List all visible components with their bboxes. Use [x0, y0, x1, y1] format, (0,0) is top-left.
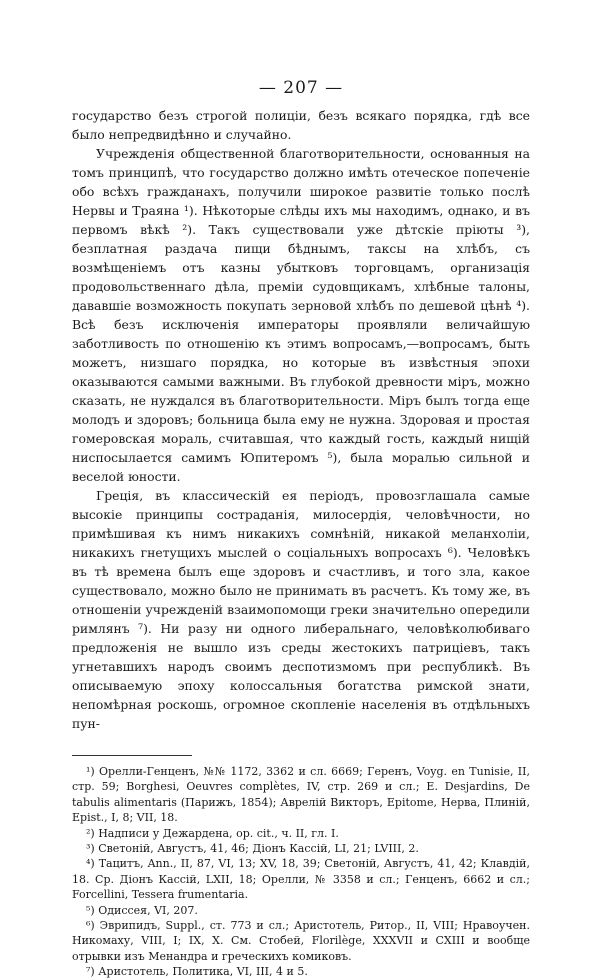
book-page — [72, 78, 530, 980]
footnote-6: ⁶) Эврипидъ, Suppl., ст. 773 и сл.; Аристотель, Ритор., II, VIII; Нравоучен. Никомаху, VIII, I; IX, X. См. Стобей, Florilège, XXXVII и CXIII и вообще отрывки изъ Менандра и греческихъ комиковъ. — [72, 919, 530, 963]
footnote-1: ¹) Орелли-Генценъ, №№ 1172, 3362 и сл. 6669; Геренъ, Voyg. en Tunisie, II, стр. 59; Borghesi, Oeuvres complètes, IV, стр. 269 и сл.; E. Desjardins, De tabulis alimentaris (Парижъ, 1854); Аврелій Викторъ, Epitome, Нерва, Плиній, Epist., I, 8; VII, 18. — [72, 765, 530, 825]
body-text — [72, 106, 530, 733]
paragraph-continuation: государство безъ строгой полиціи, безъ всякаго порядка, гдѣ все было непредвидѣнно и случайно. — [72, 108, 530, 142]
footnote-5: ⁵) Одиссея, VI, 207. — [86, 903, 198, 917]
paragraph-greece: Греція, въ классическій ея періодъ, провозглашала самые высокіе принципы состраданія, милосердія, человѣчности, но примѣшивая къ нимъ никакихъ сомнѣній, никакой меланхоліи, никакихъ гнетущихъ мыслей о соціальныхъ вопросахъ ⁶). Человѣкъ въ тѣ времена былъ еще здоровъ и счастливъ, и того зла, какое существовало, можно было не принимать въ расчетъ. Къ тому же, въ отношеніи учрежденій взаимопомощи греки значительно опередили римлянъ ⁷). Ни разу ни одного либеральнаго, человѣколюбиваго предложенія не вышло изъ среды жестокихъ патриціевъ, такъ угнетавшихъ народъ своимъ деспотизмомъ при республикѣ. Въ описываемую эпоху колоссальныя богатства римской знати, непомѣрная роскошь, огромное скопленіе населенія въ отдѣльныхъ пун- — [72, 488, 530, 731]
footnotes — [72, 764, 530, 980]
footnote-2: ²) Надписи у Дежардена, op. cit., ч. II, гл. I. — [86, 826, 339, 840]
page-number: — 207 — — [258, 78, 344, 98]
footnote-4: ⁴) Тацитъ, Ann., II, 87, VI, 13; XV, 18, 39; Светоній, Августъ, 41, 42; Клавдій, 18. Ср. Діонъ Кассій, LXII, 18; Орелли, № 3358 и сл.; Генценъ, 6662 и сл.; Forcellini, Tessera frumentaria. — [72, 857, 530, 902]
footnote-3: ³) Светоній, Августъ, 41, 46; Діонъ Кассій, LI, 21; LVIII, 2. — [86, 842, 419, 856]
footnote-divider — [72, 755, 192, 756]
paragraph-charity-institutions: Учрежденія общественной благотворительности, основанныя на томъ принципѣ, что государство должно имѣть отеческое попеченіе обо всѣхъ гражданахъ, получили широкое развитіе только послѣ Нервы и Траяна ¹). Нѣкоторые слѣды ихъ мы находимъ, однако, и въ первомъ вѣкѣ ²). Такъ существовали уже дѣтскіе пріюты ³), безплатная раздача пищи бѣднымъ, таксы на хлѣбъ, съ возмѣщеніемъ отъ казны убытковъ торговцамъ, организація продовольственнаго дѣла, преміи судовщикамъ, хлѣбные талоны, дававшіе возможность покупать зерновой хлѣбъ по дешевой цѣнѣ ⁴). Всѣ безъ исключенія императоры проявляли величайшую заботливость по отношенію къ этимъ вопросамъ,—вопросамъ, быть можетъ, низшаго порядка, но которые въ извѣстныя эпохи оказываются самыми важными. Въ глубокой древности міръ, можно сказать, не нуждался въ благотворительности. Міръ былъ тогда еще молодъ и здоровъ; больница была ему не нужна. Здоровая и простая гомеровская мораль, считавшая, что каждый гость, каждый нищій ниспосылается самимъ Юпитеромъ ⁵), была моралью сильной и веселой юности. — [72, 146, 530, 484]
footnote-7: ⁷) Аристотель, Политика, VI, III, 4 и 5. — [86, 965, 308, 979]
